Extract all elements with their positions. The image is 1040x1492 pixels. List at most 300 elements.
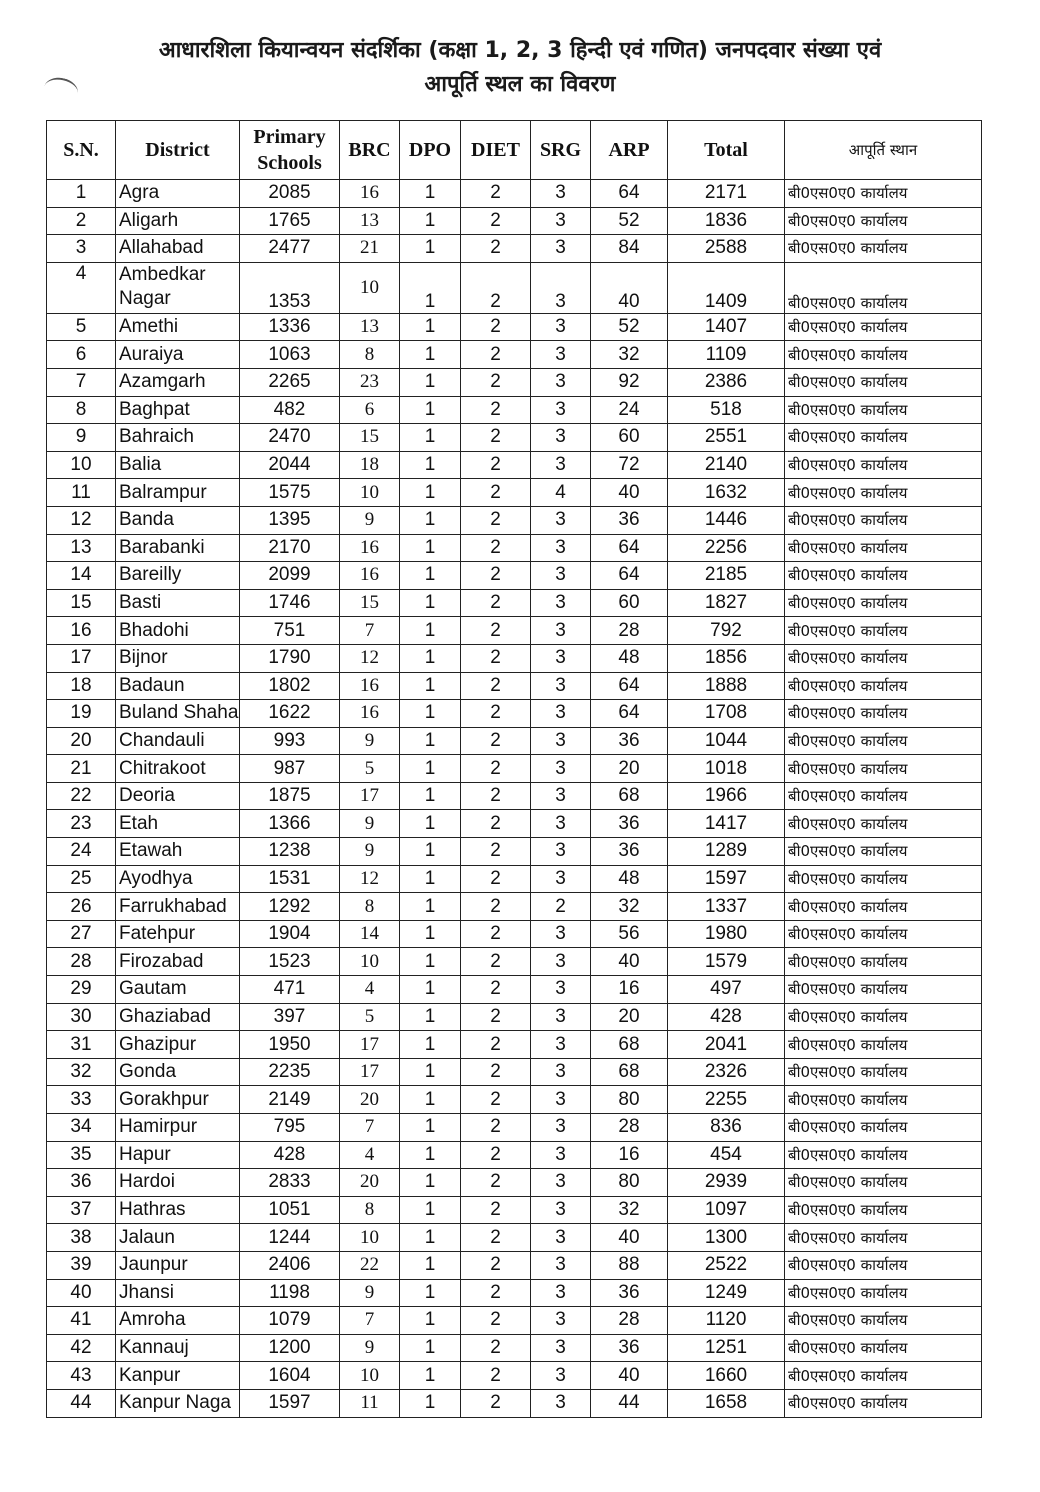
- sn-cell: 15: [47, 589, 116, 617]
- diet-cell: 2: [461, 700, 531, 728]
- table-row: [47, 727, 982, 755]
- total-cell: 2588: [668, 235, 785, 263]
- district-cell: Buland Shaha: [116, 700, 240, 728]
- total-cell: 1856: [668, 644, 785, 672]
- district-cell: Kanpur Naga: [116, 1389, 240, 1417]
- dpo-cell: 1: [400, 920, 461, 948]
- brc-cell: 9: [340, 810, 400, 838]
- brc-cell: 11: [340, 1389, 400, 1417]
- arp-cell: 88: [591, 1251, 668, 1279]
- brc-cell: 8: [340, 893, 400, 921]
- dpo-cell: 1: [400, 893, 461, 921]
- brc-cell: 7: [340, 1114, 400, 1142]
- table-row: [47, 424, 982, 452]
- sn-cell: 30: [47, 1003, 116, 1031]
- total-cell: 2939: [668, 1169, 785, 1197]
- sn-cell: 28: [47, 948, 116, 976]
- table-row: [47, 1279, 982, 1307]
- supply-place-cell: बी0एस0ए0 कार्यालय: [785, 1362, 982, 1390]
- primary-schools-cell: 987: [240, 755, 340, 783]
- total-cell: 1597: [668, 865, 785, 893]
- sn-cell: 32: [47, 1058, 116, 1086]
- diet-cell: 2: [461, 313, 531, 341]
- supply-place-cell: बी0एस0ए0 कार्यालय: [785, 313, 982, 341]
- supply-place-cell: बी0एस0ए0 कार्यालय: [785, 262, 982, 313]
- arp-cell: 16: [591, 1141, 668, 1169]
- district-cell: Amroha: [116, 1307, 240, 1335]
- sn-cell: 7: [47, 368, 116, 396]
- total-cell: 1658: [668, 1389, 785, 1417]
- diet-cell: 2: [461, 1196, 531, 1224]
- primary-schools-cell: 2477: [240, 235, 340, 263]
- arp-cell: 36: [591, 1279, 668, 1307]
- supply-place-cell: बी0एस0ए0 कार्यालय: [785, 948, 982, 976]
- total-cell: 1708: [668, 700, 785, 728]
- dpo-cell: 1: [400, 1169, 461, 1197]
- srg-cell: 3: [531, 865, 591, 893]
- district-cell: Jaunpur: [116, 1251, 240, 1279]
- sn-cell: 12: [47, 506, 116, 534]
- arp-cell: 28: [591, 1114, 668, 1142]
- dpo-cell: 1: [400, 782, 461, 810]
- dpo-cell: 1: [400, 1307, 461, 1335]
- diet-cell: 2: [461, 534, 531, 562]
- brc-cell: 17: [340, 1058, 400, 1086]
- srg-cell: 3: [531, 1251, 591, 1279]
- table-header: [47, 121, 982, 180]
- diet-cell: 2: [461, 1058, 531, 1086]
- district-cell: Jhansi: [116, 1279, 240, 1307]
- sn-cell: 19: [47, 700, 116, 728]
- primary-schools-cell: 1575: [240, 479, 340, 507]
- supply-place-cell: बी0एस0ए0 कार्यालय: [785, 180, 982, 208]
- dpo-cell: 1: [400, 865, 461, 893]
- diet-cell: 2: [461, 865, 531, 893]
- diet-cell: 2: [461, 976, 531, 1004]
- district-cell: Etah: [116, 810, 240, 838]
- diet-cell: 2: [461, 451, 531, 479]
- arp-cell: 72: [591, 451, 668, 479]
- brc-cell: 9: [340, 727, 400, 755]
- primary-schools-cell: 1597: [240, 1389, 340, 1417]
- srg-cell: 3: [531, 1362, 591, 1390]
- primary-schools-cell: 2265: [240, 368, 340, 396]
- table-row: [47, 1003, 982, 1031]
- dpo-cell: 1: [400, 672, 461, 700]
- srg-cell: 3: [531, 755, 591, 783]
- dpo-cell: 1: [400, 1362, 461, 1390]
- supply-place-cell: बी0एस0ए0 कार्यालय: [785, 534, 982, 562]
- primary-schools-cell: 2149: [240, 1086, 340, 1114]
- srg-cell: 3: [531, 1003, 591, 1031]
- diet-cell: 2: [461, 1362, 531, 1390]
- srg-cell: 3: [531, 782, 591, 810]
- primary-schools-cell: 1336: [240, 313, 340, 341]
- primary-schools-cell: 1238: [240, 838, 340, 866]
- srg-cell: 3: [531, 562, 591, 590]
- sn-cell: 25: [47, 865, 116, 893]
- diet-cell: 2: [461, 838, 531, 866]
- srg-cell: 3: [531, 1224, 591, 1252]
- total-cell: 1836: [668, 207, 785, 235]
- sn-cell: 6: [47, 341, 116, 369]
- table-row: [47, 313, 982, 341]
- srg-cell: 3: [531, 700, 591, 728]
- sn-cell: 36: [47, 1169, 116, 1197]
- diet-cell: 2: [461, 1334, 531, 1362]
- srg-cell: 3: [531, 948, 591, 976]
- total-cell: 1109: [668, 341, 785, 369]
- primary-schools-cell: 1200: [240, 1334, 340, 1362]
- total-cell: 1337: [668, 893, 785, 921]
- brc-cell: 4: [340, 1141, 400, 1169]
- dpo-cell: 1: [400, 644, 461, 672]
- district-cell: Ambedkar Nagar: [116, 262, 240, 313]
- srg-cell: 3: [531, 1307, 591, 1335]
- header-primary-schools: Primary Schools: [240, 121, 340, 180]
- diet-cell: 2: [461, 1251, 531, 1279]
- title-line-2: आपूर्ति स्थल का विवरण: [424, 72, 616, 97]
- brc-cell: 9: [340, 506, 400, 534]
- title-line-1: आधारशिला कियान्वयन संदर्शिका (कक्षा 1, 2, 3 हिन्दी एवं गणित) जनपदवार संख्या एवं: [158, 38, 882, 63]
- table-row: [47, 368, 982, 396]
- sn-cell: 5: [47, 313, 116, 341]
- sn-cell: 22: [47, 782, 116, 810]
- supply-place-cell: बी0एस0ए0 कार्यालय: [785, 893, 982, 921]
- total-cell: 2551: [668, 424, 785, 452]
- total-cell: 2256: [668, 534, 785, 562]
- primary-schools-cell: 2470: [240, 424, 340, 452]
- supply-place-cell: बी0एस0ए0 कार्यालय: [785, 451, 982, 479]
- srg-cell: 3: [531, 341, 591, 369]
- diet-cell: 2: [461, 368, 531, 396]
- diet-cell: 2: [461, 207, 531, 235]
- dpo-cell: 1: [400, 451, 461, 479]
- primary-schools-cell: 1523: [240, 948, 340, 976]
- brc-cell: 16: [340, 672, 400, 700]
- brc-cell: 17: [340, 1031, 400, 1059]
- sn-cell: 4: [47, 262, 116, 313]
- sn-cell: 8: [47, 396, 116, 424]
- table-row: [47, 262, 982, 313]
- district-cell: Chandauli: [116, 727, 240, 755]
- total-cell: 1300: [668, 1224, 785, 1252]
- total-cell: 454: [668, 1141, 785, 1169]
- brc-cell: 17: [340, 782, 400, 810]
- srg-cell: 3: [531, 920, 591, 948]
- brc-cell: 9: [340, 1334, 400, 1362]
- dpo-cell: 1: [400, 479, 461, 507]
- arp-cell: 56: [591, 920, 668, 948]
- srg-cell: 3: [531, 424, 591, 452]
- supply-place-cell: बी0एस0ए0 कार्यालय: [785, 810, 982, 838]
- diet-cell: 2: [461, 920, 531, 948]
- diet-cell: 2: [461, 672, 531, 700]
- dpo-cell: 1: [400, 755, 461, 783]
- supply-place-cell: बी0एस0ए0 कार्यालय: [785, 479, 982, 507]
- sn-cell: 29: [47, 976, 116, 1004]
- srg-cell: 3: [531, 1169, 591, 1197]
- district-cell: Basti: [116, 589, 240, 617]
- srg-cell: 3: [531, 672, 591, 700]
- arp-cell: 68: [591, 1031, 668, 1059]
- table-row: [47, 479, 982, 507]
- primary-schools-cell: 1079: [240, 1307, 340, 1335]
- total-cell: 1097: [668, 1196, 785, 1224]
- diet-cell: 2: [461, 341, 531, 369]
- arp-cell: 20: [591, 755, 668, 783]
- table-row: [47, 755, 982, 783]
- district-cell: Balia: [116, 451, 240, 479]
- primary-schools-cell: 1292: [240, 893, 340, 921]
- primary-schools-cell: 1790: [240, 644, 340, 672]
- sn-cell: 31: [47, 1031, 116, 1059]
- brc-cell: 10: [340, 1224, 400, 1252]
- arp-cell: 80: [591, 1169, 668, 1197]
- district-cell: Amethi: [116, 313, 240, 341]
- table-row: [47, 1362, 982, 1390]
- brc-cell: 9: [340, 838, 400, 866]
- sn-cell: 43: [47, 1362, 116, 1390]
- header-district: District: [116, 121, 240, 180]
- primary-schools-cell: 2044: [240, 451, 340, 479]
- brc-cell: 15: [340, 589, 400, 617]
- dpo-cell: 1: [400, 506, 461, 534]
- brc-cell: 13: [340, 313, 400, 341]
- srg-cell: 3: [531, 506, 591, 534]
- srg-cell: 3: [531, 1114, 591, 1142]
- header-diet: DIET: [461, 121, 531, 180]
- table-row: [47, 207, 982, 235]
- arp-cell: 16: [591, 976, 668, 1004]
- dpo-cell: 1: [400, 1031, 461, 1059]
- district-cell: Aligarh: [116, 207, 240, 235]
- sn-cell: 16: [47, 617, 116, 645]
- supply-place-cell: बी0एस0ए0 कार्यालय: [785, 976, 982, 1004]
- brc-cell: 9: [340, 1279, 400, 1307]
- dpo-cell: 1: [400, 1196, 461, 1224]
- table-row: [47, 589, 982, 617]
- district-cell: Firozabad: [116, 948, 240, 976]
- srg-cell: 3: [531, 1141, 591, 1169]
- district-cell: Hamirpur: [116, 1114, 240, 1142]
- supply-place-cell: बी0एस0ए0 कार्यालय: [785, 755, 982, 783]
- table-row: [47, 1389, 982, 1417]
- district-cell: Bahraich: [116, 424, 240, 452]
- table-row: [47, 1086, 982, 1114]
- total-cell: 2041: [668, 1031, 785, 1059]
- diet-cell: 2: [461, 562, 531, 590]
- supply-place-cell: बी0एस0ए0 कार्यालय: [785, 1334, 982, 1362]
- brc-cell: 10: [340, 262, 400, 313]
- sn-cell: 2: [47, 207, 116, 235]
- arp-cell: 48: [591, 865, 668, 893]
- brc-cell: 12: [340, 865, 400, 893]
- brc-cell: 21: [340, 235, 400, 263]
- srg-cell: 2: [531, 893, 591, 921]
- dpo-cell: 1: [400, 838, 461, 866]
- arp-cell: 40: [591, 1224, 668, 1252]
- table-row: [47, 341, 982, 369]
- sn-cell: 13: [47, 534, 116, 562]
- district-cell: Ghaziabad: [116, 1003, 240, 1031]
- document-title: [40, 34, 1000, 102]
- table-row: [47, 1196, 982, 1224]
- supply-place-cell: बी0एस0ए0 कार्यालय: [785, 341, 982, 369]
- primary-schools-cell: 2406: [240, 1251, 340, 1279]
- dpo-cell: 1: [400, 207, 461, 235]
- srg-cell: 3: [531, 589, 591, 617]
- district-cell: Hardoi: [116, 1169, 240, 1197]
- primary-schools-cell: 993: [240, 727, 340, 755]
- table-row: [47, 1169, 982, 1197]
- sn-cell: 17: [47, 644, 116, 672]
- sn-cell: 3: [47, 235, 116, 263]
- supply-place-cell: बी0एस0ए0 कार्यालय: [785, 920, 982, 948]
- srg-cell: 3: [531, 1058, 591, 1086]
- supply-place-cell: बी0एस0ए0 कार्यालय: [785, 644, 982, 672]
- diet-cell: 2: [461, 727, 531, 755]
- dpo-cell: 1: [400, 313, 461, 341]
- sn-cell: 35: [47, 1141, 116, 1169]
- district-cell: Gonda: [116, 1058, 240, 1086]
- total-cell: 792: [668, 617, 785, 645]
- dpo-cell: 1: [400, 424, 461, 452]
- primary-schools-cell: 2833: [240, 1169, 340, 1197]
- diet-cell: 2: [461, 1031, 531, 1059]
- total-cell: 1980: [668, 920, 785, 948]
- district-cell: Ghazipur: [116, 1031, 240, 1059]
- table-row: [47, 1334, 982, 1362]
- sn-cell: 40: [47, 1279, 116, 1307]
- diet-cell: 2: [461, 424, 531, 452]
- brc-cell: 20: [340, 1169, 400, 1197]
- table-row: [47, 976, 982, 1004]
- diet-cell: 2: [461, 262, 531, 313]
- diet-cell: 2: [461, 782, 531, 810]
- primary-schools-cell: 2170: [240, 534, 340, 562]
- total-cell: 428: [668, 1003, 785, 1031]
- sn-cell: 41: [47, 1307, 116, 1335]
- supply-place-cell: बी0एस0ए0 कार्यालय: [785, 1307, 982, 1335]
- header-arp: ARP: [591, 121, 668, 180]
- dpo-cell: 1: [400, 1251, 461, 1279]
- district-cell: Agra: [116, 180, 240, 208]
- dpo-cell: 1: [400, 948, 461, 976]
- diet-cell: 2: [461, 1141, 531, 1169]
- arp-cell: 64: [591, 672, 668, 700]
- primary-schools-cell: 2235: [240, 1058, 340, 1086]
- header-brc: BRC: [340, 121, 400, 180]
- srg-cell: 3: [531, 617, 591, 645]
- total-cell: 1632: [668, 479, 785, 507]
- supply-place-cell: बी0एस0ए0 कार्यालय: [785, 368, 982, 396]
- total-cell: 2386: [668, 368, 785, 396]
- diet-cell: 2: [461, 506, 531, 534]
- sn-cell: 23: [47, 810, 116, 838]
- dpo-cell: 1: [400, 368, 461, 396]
- primary-schools-cell: 428: [240, 1141, 340, 1169]
- sn-cell: 18: [47, 672, 116, 700]
- total-cell: 2326: [668, 1058, 785, 1086]
- sn-cell: 34: [47, 1114, 116, 1142]
- supply-place-cell: बी0एस0ए0 कार्यालय: [785, 396, 982, 424]
- sn-cell: 1: [47, 180, 116, 208]
- srg-cell: 3: [531, 368, 591, 396]
- supply-place-cell: बी0एस0ए0 कार्यालय: [785, 838, 982, 866]
- diet-cell: 2: [461, 1279, 531, 1307]
- table-row: [47, 1114, 982, 1142]
- brc-cell: 20: [340, 1086, 400, 1114]
- diet-cell: 2: [461, 1169, 531, 1197]
- dpo-cell: 1: [400, 700, 461, 728]
- arp-cell: 36: [591, 727, 668, 755]
- supply-place-cell: बी0एस0ए0 कार्यालय: [785, 865, 982, 893]
- supply-place-cell: बी0एस0ए0 कार्यालय: [785, 1058, 982, 1086]
- total-cell: 1407: [668, 313, 785, 341]
- dpo-cell: 1: [400, 562, 461, 590]
- primary-schools-cell: 471: [240, 976, 340, 1004]
- table-row: [47, 838, 982, 866]
- arp-cell: 92: [591, 368, 668, 396]
- supply-place-cell: बी0एस0ए0 कार्यालय: [785, 506, 982, 534]
- table-row: [47, 893, 982, 921]
- supply-place-cell: बी0एस0ए0 कार्यालय: [785, 1251, 982, 1279]
- primary-schools-cell: 1904: [240, 920, 340, 948]
- srg-cell: 3: [531, 1086, 591, 1114]
- total-cell: 1888: [668, 672, 785, 700]
- supply-place-cell: बी0एस0ए0 कार्यालय: [785, 727, 982, 755]
- arp-cell: 48: [591, 644, 668, 672]
- supply-place-cell: बी0एस0ए0 कार्यालय: [785, 700, 982, 728]
- brc-cell: 8: [340, 1196, 400, 1224]
- sn-cell: 14: [47, 562, 116, 590]
- primary-schools-cell: 2085: [240, 180, 340, 208]
- brc-cell: 10: [340, 948, 400, 976]
- sn-cell: 42: [47, 1334, 116, 1362]
- total-cell: 1827: [668, 589, 785, 617]
- dpo-cell: 1: [400, 341, 461, 369]
- district-cell: Balrampur: [116, 479, 240, 507]
- primary-schools-cell: 1875: [240, 782, 340, 810]
- primary-schools-cell: 397: [240, 1003, 340, 1031]
- primary-schools-cell: 751: [240, 617, 340, 645]
- diet-cell: 2: [461, 810, 531, 838]
- table-row: [47, 1251, 982, 1279]
- dpo-cell: 1: [400, 1389, 461, 1417]
- supply-place-cell: बी0एस0ए0 कार्यालय: [785, 207, 982, 235]
- table-row: [47, 1031, 982, 1059]
- primary-schools-cell: 1198: [240, 1279, 340, 1307]
- diet-cell: 2: [461, 893, 531, 921]
- district-cell: Bareilly: [116, 562, 240, 590]
- total-cell: 497: [668, 976, 785, 1004]
- supply-place-cell: बी0एस0ए0 कार्यालय: [785, 589, 982, 617]
- district-cell: Badaun: [116, 672, 240, 700]
- primary-schools-cell: 1051: [240, 1196, 340, 1224]
- brc-cell: 5: [340, 1003, 400, 1031]
- table-row: [47, 235, 982, 263]
- brc-cell: 5: [340, 755, 400, 783]
- primary-schools-cell: 1802: [240, 672, 340, 700]
- arp-cell: 40: [591, 948, 668, 976]
- district-cell: Ayodhya: [116, 865, 240, 893]
- sn-cell: 33: [47, 1086, 116, 1114]
- arp-cell: 24: [591, 396, 668, 424]
- district-cell: Bijnor: [116, 644, 240, 672]
- dpo-cell: 1: [400, 180, 461, 208]
- brc-cell: 13: [340, 207, 400, 235]
